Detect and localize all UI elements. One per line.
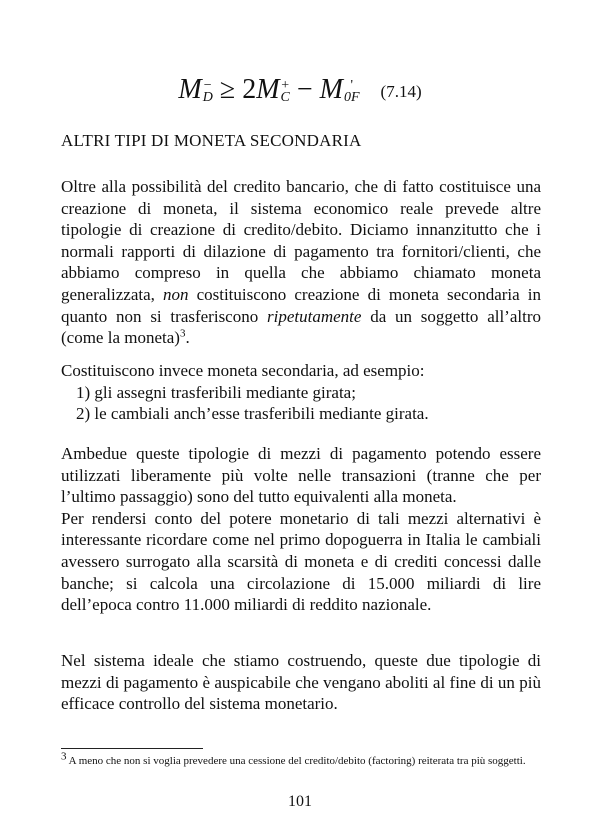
formula-m-d: M <box>178 74 202 105</box>
paragraph-3-part1: Ambedue queste tipologie di mezzi di pagamento potendo essere utilizzati liberamente più volte nelle transazioni (tranne che per l’ultimo passaggio) sono del tutto equivalenti alla moneta. <box>61 444 541 507</box>
footnote-text: A meno che non si voglia prevedere una cessione del credito/debito (factoring) reiterata tra più soggetti. <box>66 755 526 767</box>
paragraph-1-text3: da un soggetto all’altro (come la moneta) <box>61 306 541 348</box>
footnote-reference[interactable]: 3 <box>179 327 186 340</box>
emphasis-ripetutamente: ripetutamente <box>267 306 362 326</box>
emphasis-non: non <box>162 284 189 304</box>
paragraph-3 <box>61 443 541 616</box>
formula-geq: ≥ <box>219 74 236 105</box>
list-item: 2) le cambiali anch’esse trasferibili mediante girata. <box>76 404 429 424</box>
formula-m-0f-sub: 0F <box>343 89 360 105</box>
paragraph-1-text2: costituiscono creazione di moneta secondaria in quanto non si trasferiscono <box>61 284 541 326</box>
paragraph-2-intro: Costituiscono invece moneta secondaria, ad esempio: <box>61 361 425 380</box>
paragraph-3-part2: Per rendersi conto del potere monetario di tali mezzi alternativi è interessante ricordare come nel primo dopoguerra in Italia le cambiali avessero surrogato alla scarsità di moneta e di crediti concessi dalle banche; si calcola una circolazione di 15.000 miliardi di lire dell’epoca contro 11.000 miliardi di reddito nazionale. <box>61 508 541 615</box>
footnote-divider <box>61 748 203 749</box>
equation-number: (7.14) <box>380 81 422 101</box>
paragraph-1-text4: . <box>185 328 190 348</box>
list-item: 1) gli assegni trasferibili mediante girata; <box>76 382 356 402</box>
examples-list <box>61 382 541 425</box>
formula-minus: − <box>296 74 313 105</box>
page-number: 101 <box>288 793 312 810</box>
formula-m-c: M <box>256 74 280 105</box>
formula-m-c-sup: + <box>281 77 290 93</box>
footnote <box>61 750 541 769</box>
formula-coef: 2 <box>242 74 257 105</box>
footnote-marker: 3 <box>61 750 67 763</box>
equation-7-14 <box>0 70 600 112</box>
formula-m-0f-sup: ' <box>350 77 354 93</box>
formula-m-0f: M <box>319 74 343 105</box>
formula-m-d-sup: − <box>203 77 212 93</box>
paragraph-1-text1: Oltre alla possibilità del credito bancario, che di fatto costituisce una creazione di moneta, il sistema economico reale prevede altre tipologie di creazione di credito/debito. Diciamo innanzitutto che i normali rapporti di dilazione di pagamento tra fornitori/clienti, che abbiamo compreso in quella che abbiamo chiamato moneta generalizzata, <box>61 177 541 304</box>
paragraph-4: Nel sistema ideale che stiamo costruendo, queste due tipologie di mezzi di pagamento è auspicabile che vengano aboliti al fine di un più efficace controllo del sistema monetario. <box>61 651 541 714</box>
paragraph-2 <box>61 360 541 425</box>
paragraph-1 <box>61 176 541 349</box>
formula-m-c-sub: C <box>280 89 290 105</box>
section-heading: ALTRI TIPI DI MONETA SECONDARIA <box>61 131 362 150</box>
formula-m-d-sub: D <box>202 89 213 105</box>
